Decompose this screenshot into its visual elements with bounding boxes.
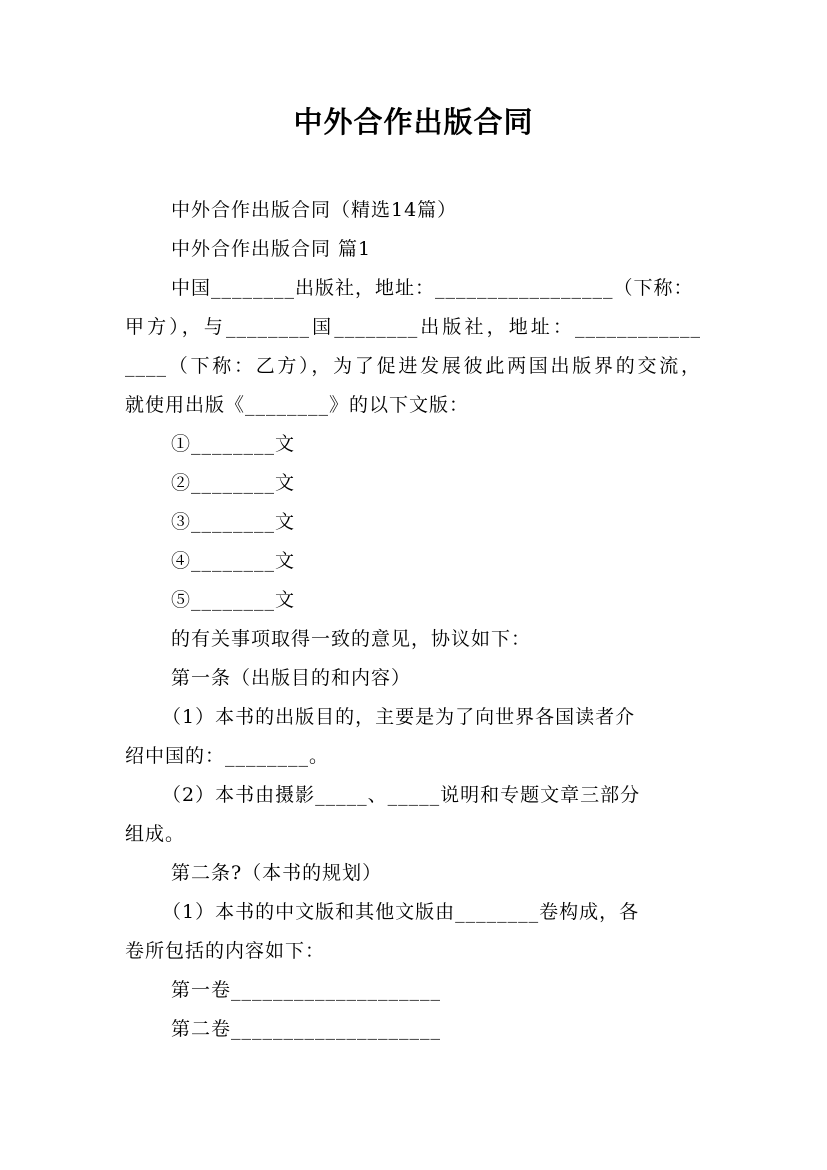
document-subtitle: 中外合作出版合同（精选14篇） bbox=[171, 199, 458, 221]
paragraph-line: ____（下称：乙方），为了促进发展彼此两国出版界的交流， bbox=[125, 355, 701, 377]
list-item: ④________文 bbox=[171, 550, 296, 572]
volume-line: 第一卷____________________ bbox=[171, 979, 442, 1001]
list-item: ③________文 bbox=[171, 511, 296, 533]
paragraph-line: 组成。 bbox=[125, 823, 186, 845]
paragraph-line: 的有关事项取得一致的意见，协议如下： bbox=[171, 628, 532, 650]
article-heading: 第一条（出版目的和内容） bbox=[171, 667, 412, 689]
paragraph-line: 中国________出版社，地址：_________________（下称： bbox=[171, 277, 694, 299]
list-item: ①________文 bbox=[171, 433, 296, 455]
document-title: 中外合作出版合同 bbox=[293, 105, 534, 139]
paragraph-line: 甲方），与________国________出版社，地址：____________ bbox=[125, 316, 701, 338]
paragraph-line: 卷所包括的内容如下： bbox=[125, 940, 326, 962]
paragraph-line: （2）本书由摄影_____、_____说明和专题文章三部分 bbox=[162, 784, 641, 806]
paragraph-line: （1）本书的出版目的，主要是为了向世界各国读者介 bbox=[162, 706, 636, 728]
list-item: ②________文 bbox=[171, 472, 296, 494]
paragraph-line: （1）本书的中文版和其他文版由________卷构成，各 bbox=[162, 901, 640, 923]
volume-line: 第二卷____________________ bbox=[171, 1018, 442, 1040]
section-heading: 中外合作出版合同 篇1 bbox=[171, 238, 372, 260]
paragraph-line: 绍中国的：________。 bbox=[125, 745, 330, 767]
article-heading: 第二条?（本书的规划） bbox=[171, 862, 383, 884]
paragraph-line: 就使用出版《________》的以下文版： bbox=[125, 394, 470, 416]
list-item: ⑤________文 bbox=[171, 589, 296, 611]
